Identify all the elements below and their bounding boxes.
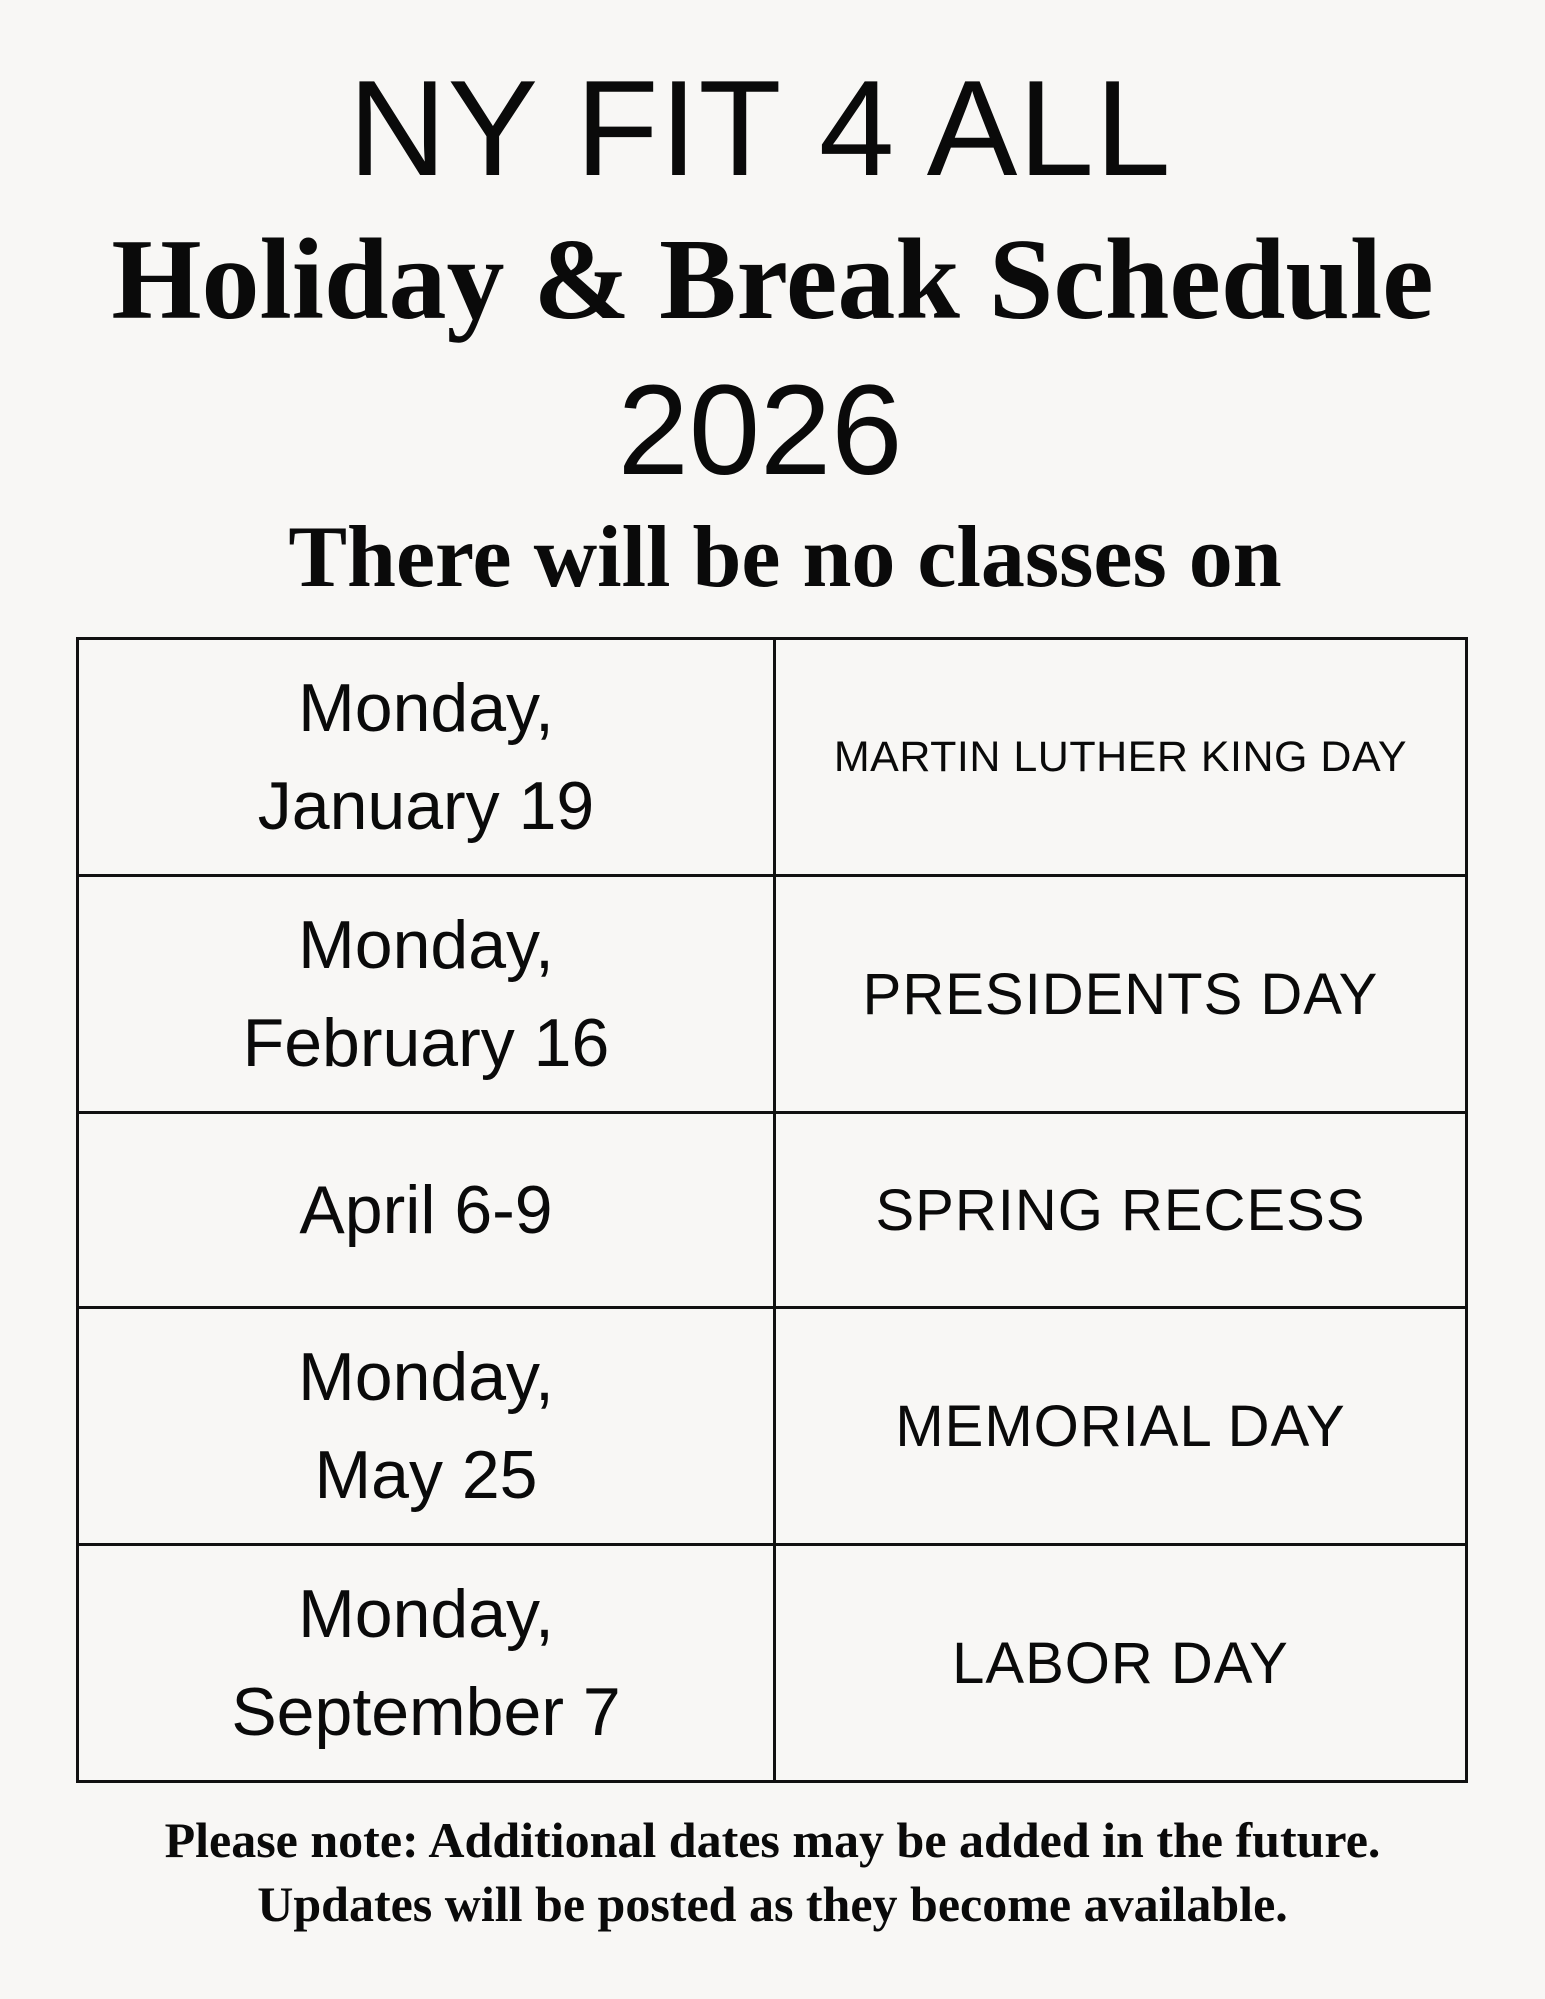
date-day: January 19: [257, 768, 595, 844]
date-cell: [78, 639, 775, 876]
date-day: May 25: [314, 1437, 538, 1513]
date-day: February 16: [242, 1005, 610, 1081]
footer-note: [0, 1808, 1545, 1936]
date-weekday: Monday,: [298, 1576, 554, 1652]
year-heading: 2026: [617, 359, 903, 502]
schedule-title-heading: Holiday & Break Schedule: [111, 216, 1434, 344]
holiday-name-cell: PRESIDENTS DAY: [775, 876, 1467, 1113]
holiday-name-cell: SPRING RECESS: [775, 1113, 1467, 1308]
date-cell: [78, 1545, 775, 1782]
holiday-name-cell: MEMORIAL DAY: [775, 1308, 1467, 1545]
footer-note-line: Please note: Additional dates may be added in the future.: [164, 1812, 1381, 1868]
holiday-name-cell: LABOR DAY: [775, 1545, 1467, 1782]
date-cell: [78, 1308, 775, 1545]
org-name-heading: NY FIT 4 ALL: [348, 52, 1172, 204]
intro-text: There will be no classes on: [288, 509, 1282, 606]
table-row: [78, 1545, 1467, 1782]
table-row: [78, 1308, 1467, 1545]
holiday-schedule-table: [76, 637, 1468, 1783]
footer-note-line: Updates will be posted as they become available.: [257, 1876, 1288, 1932]
date-cell: [78, 1113, 775, 1308]
date-range: April 6-9: [299, 1172, 553, 1248]
table-row: [78, 1113, 1467, 1308]
date-weekday: Monday,: [298, 907, 554, 983]
date-weekday: Monday,: [298, 1339, 554, 1415]
table-row: [78, 876, 1467, 1113]
date-day: September 7: [231, 1674, 621, 1750]
date-cell: [78, 876, 775, 1113]
date-weekday: Monday,: [298, 670, 554, 746]
table-row: [78, 639, 1467, 876]
holiday-name-cell: MARTIN LUTHER KING DAY: [775, 639, 1467, 876]
